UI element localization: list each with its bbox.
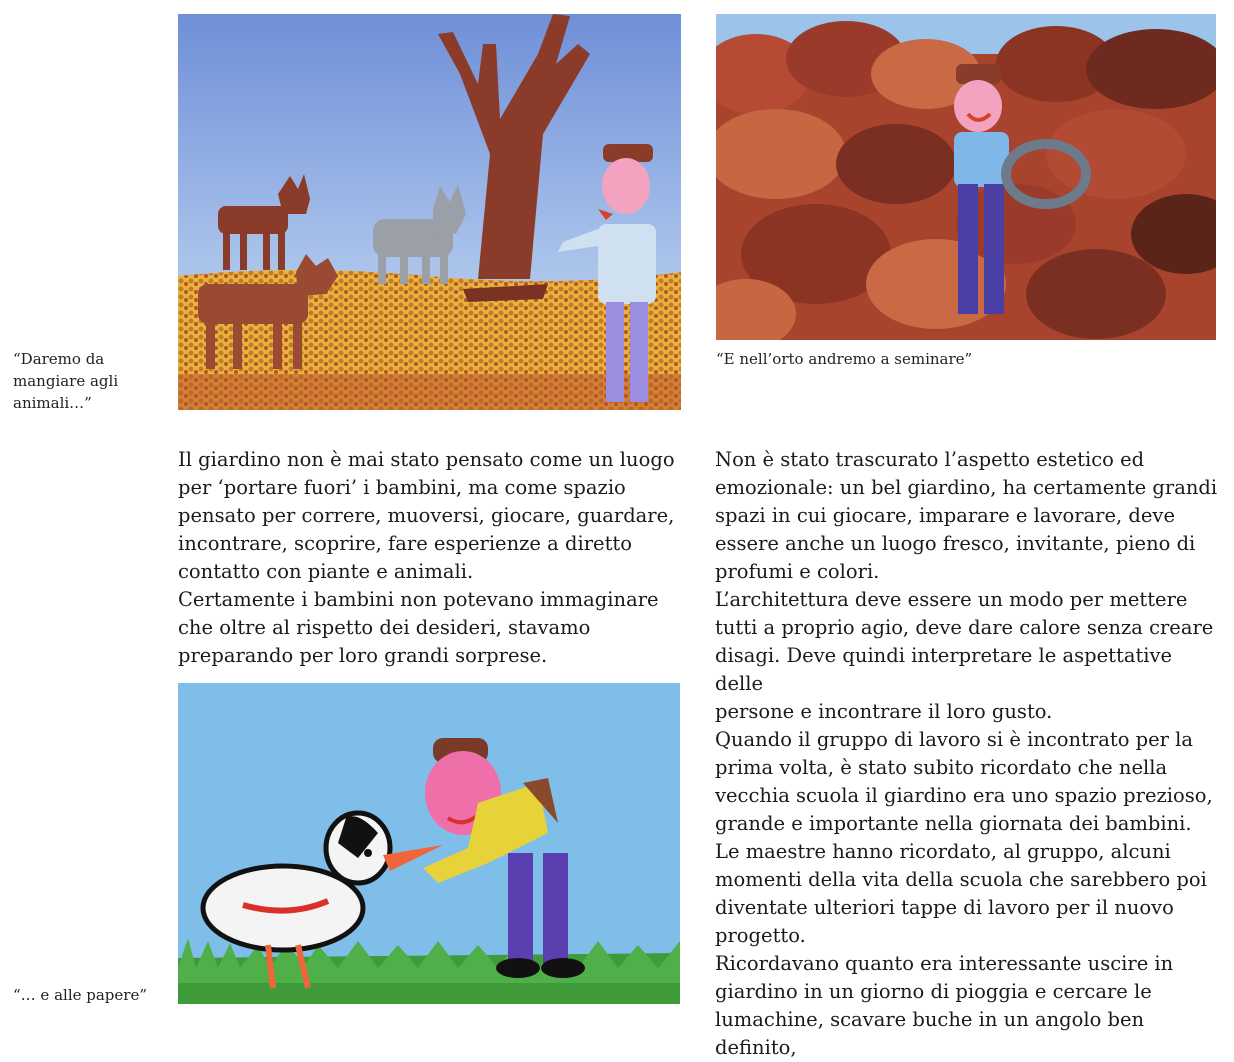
caption-animals: “Daremo da mangiare agli animali…” <box>13 350 119 412</box>
caption-ducks: “… e alle papere” <box>13 986 148 1004</box>
caption-garden: “E nell’orto andremo a seminare” <box>716 350 973 368</box>
painting-child-and-duck <box>178 683 680 1004</box>
body-text-left: Il giardino non è mai stato pensato come un luogo per ‘portare fuori’ i bambini, ma come spazio pensato per correre, muoversi, giocare, guardare, incontrare, scoprire, fare esperienze a diretto contatto con piante e animali. Certamente i bambini non potevano immaginare che oltre al rispetto dei desideri, stavamo preparando per loro grandi sorprese. <box>178 448 675 667</box>
body-text-right: Non è stato trascurato l’aspetto estetico ed emozionale: un bel giardino, ha certamente grandi spazi in cui giocare, imparare e lavorare, deve essere anche un luogo fresco, invitante, pieno di profumi e colori. L’architettura deve essere un modo per mettere tutti a proprio agio, deve dare calore senza creare disagi. Deve quindi interpretare le aspettative delle persone e incontrare il loro gusto. Quando il gruppo di lavoro si è incontrato per la prima volta, è stato subito ricordato che nella vecchia scuola il giardino era uno spazio prezioso, grande e importante nella giornata dei bambini. Le maestre hanno ricordato, al gruppo, alcuni momenti della vita della scuola che sarebbero poi diventate ulteriori tappe di lavoro per il nuovo progetto. Ricordavano quanto era interessante uscire in giardino in un giorno di pioggia e cercare le lumachine, scavare buche in un angolo ben definito, <box>715 448 1218 1059</box>
painting-animals-and-tree <box>178 14 681 410</box>
painting-autumn-garden <box>716 14 1216 340</box>
